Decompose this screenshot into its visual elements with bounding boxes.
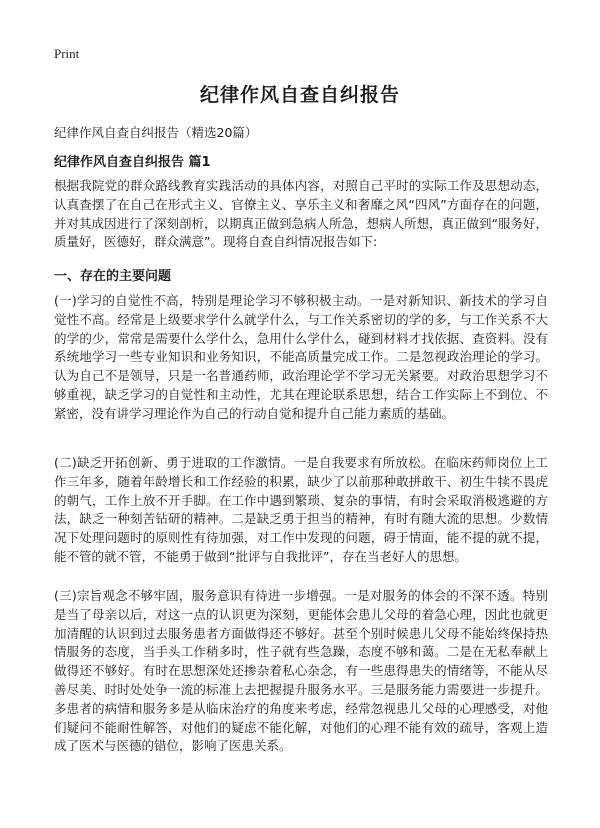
heading-main-problems: 一、存在的主要问题 (54, 269, 172, 284)
section-title: 纪律作风自查自纠报告 篇1 (54, 155, 211, 170)
paragraph-innovation: (二)缺乏开拓创新、勇于进取的工作激情。一是自我要求有所放松。在临床药师岗位上工作三年多，随着年龄增长和工作经验的积累，缺少了以前那种敢拼敢干、初生牛犊不畏虎的朝气，工作上放不开手脚。在工作中遇到繁琐、复杂的事情，有时会采取消极逃避的方法，缺乏一种刻苦钻研的精神。二是缺乏勇于担当的精神，有时有随大流的思想。少数情况下处理问题时的原则性有待加强，对工作中发现的问题，碍于情面，能不提的就不提，能不管的就不管，不能勇于做到“批评与自我批评”，存在当老好人的思想。 (54, 455, 548, 564)
document-title: 纪律作风自查自纠报告 (199, 84, 400, 106)
intro-paragraph: 根据我院党的群众路线教育实践活动的具体内容，对照自己平时的实际工作及思想动态，认真查摆了在自己在形式主义、官僚主义、享乐主义和奢靡之风“四风”方面存在的问题，并对其成因进行了深刻剖析，以期真正做到急病人所急，想病人所想，真正做到“服务好，质量好，医德好，群众满意”。现将自查自纠情况报告如下: (54, 178, 548, 250)
document-subtitle: 纪律作风自查自纠报告（精选20篇） (54, 125, 258, 140)
paragraph-learning: (一)学习的自觉性不高，特别是理论学习不够积极主动。一是对新知识、新技术的学习自觉性不高。经常是上级要求学什么就学什么，与工作关系密切的学的多，与工作关系不大的学的少，常常是需要什么学什么，急用什么学什么，碰到材料才找依据、查资料。没有系统地学习一些专业知识和业务知识，不能高质量完成工作。二是忽视政治理论的学习。认为自己不是领导，只是一名普通药师，政治理论学不学习无关紧要。对政治思想学习不够重视，缺乏学习的自觉性和主动性，尤其在理论联系思想，结合工作实际上不到位、不紧密，没有讲学习理论作为自己的行动自觉和提升自己能力素质的基础。 (54, 293, 548, 421)
paragraph-service: (三)宗旨观念不够牢固，服务意识有待进一步增强。一是对服务的体会的不深不透。特别是当了母亲以后，对这一点的认识更为深刻，更能体会患儿父母的着急心理，因此也就更加清醒的认识到过去服务患者方面做得还不够好。甚至个别时候患儿父母不能始终保持热情服务的态度，当手头工作稍多时，性子就有些急躁，态度不够和蔼。二是在无私奉献上做得还不够好。有时在思想深处还掺杂着私心杂念，有一些患得患失的情绪等，不能从尽善尽美、时时处处争一流的标准上去把握提升服务水平。三是服务能力需要进一步提升。多患者的病情和服务多是从临床治疗的角度来考虑，经常忽视患儿父母的心理感受，对他们疑问不能耐性解答，对他们的疑虑不能化解，对他们的心理不能有效的疏导，客观上造成了医术与医德的错位，影响了医患关系。 (54, 588, 548, 754)
print-link[interactable]: Print (54, 46, 80, 61)
